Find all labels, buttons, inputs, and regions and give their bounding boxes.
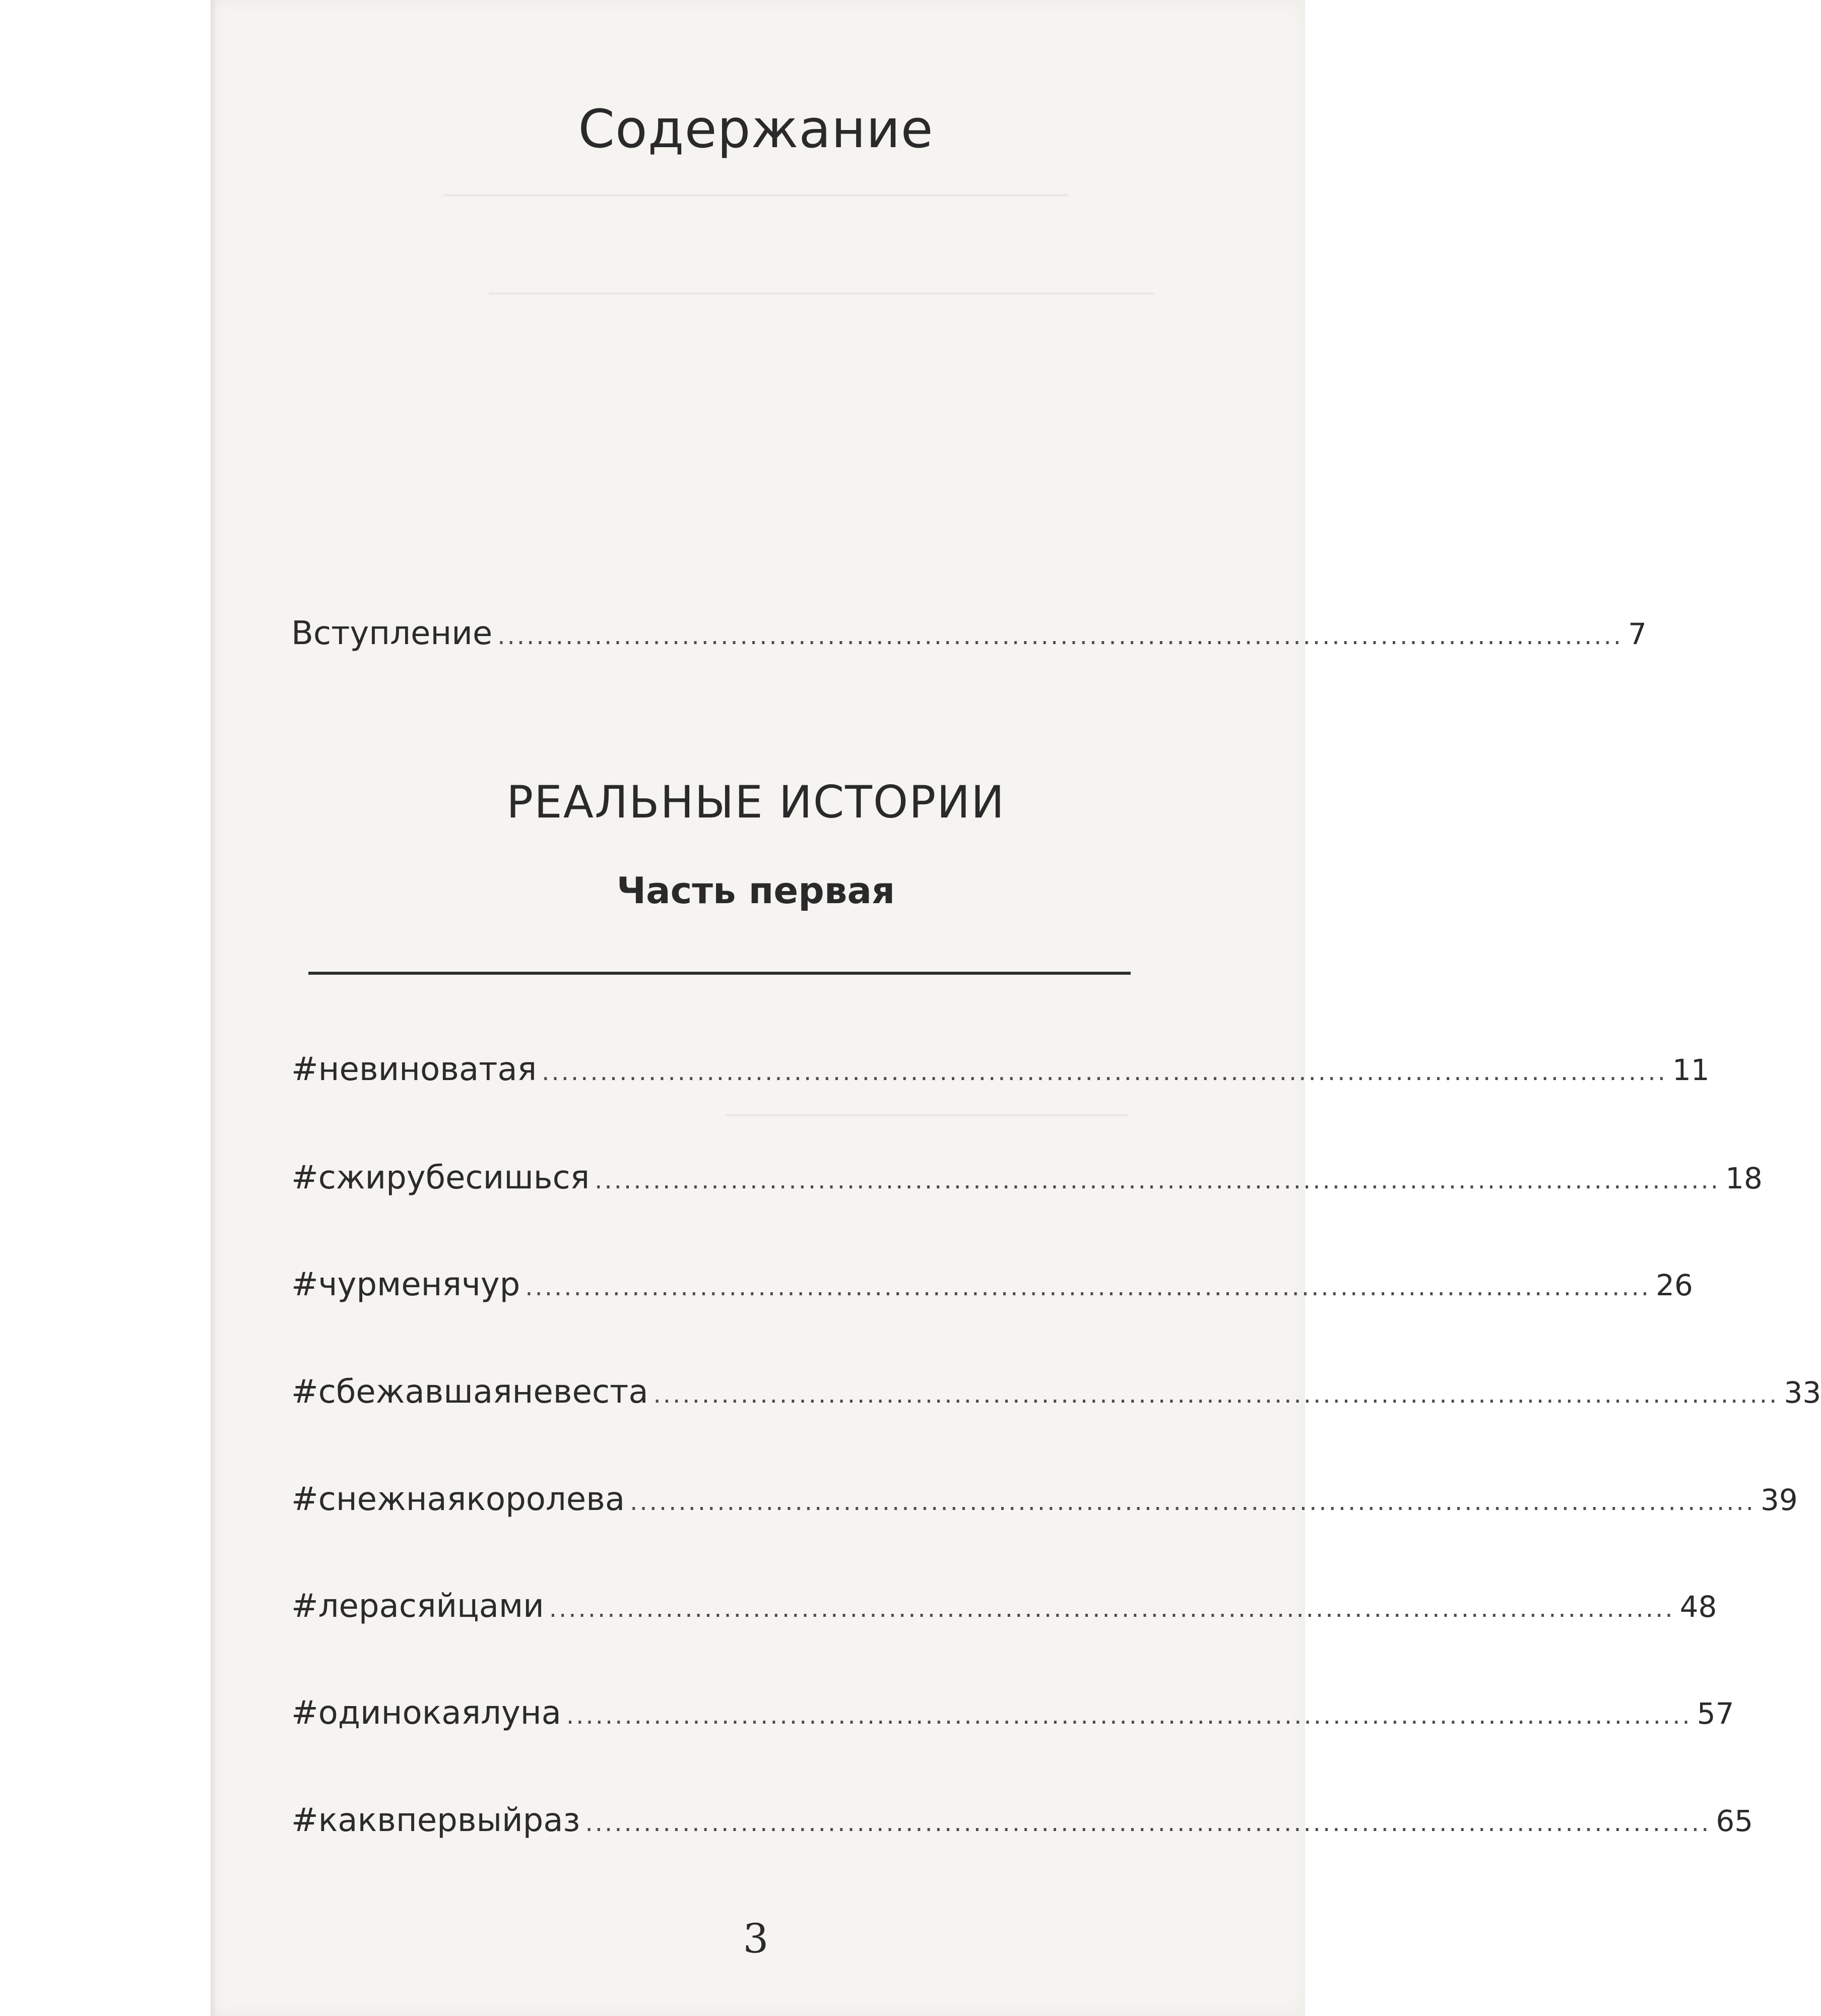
page-gutter-shadow xyxy=(211,0,218,2016)
dot-leader: .................................................................................................................... xyxy=(595,1166,1721,1194)
toc-entry-label: #каквпервыйраз xyxy=(291,1802,580,1839)
toc-entry-intro[interactable] xyxy=(291,615,1647,660)
dot-leader: .................................................................................................................... xyxy=(585,1809,1711,1837)
toc-entry[interactable] xyxy=(291,1051,1710,1096)
dot-leader: .................................................................................................................... xyxy=(542,1058,1667,1086)
toc-entry-label: #сбежавшаяневеста xyxy=(291,1373,648,1411)
dot-leader: .................................................................................................................... xyxy=(525,1273,1651,1301)
page-title: Содержание xyxy=(578,98,934,160)
toc-entry[interactable] xyxy=(291,1373,1821,1419)
toc-entry-label: #одинокаялуна xyxy=(291,1694,561,1732)
toc-entry-page: 26 xyxy=(1656,1268,1693,1302)
toc-entry[interactable] xyxy=(291,1694,1734,1740)
dot-leader: .................................................................................................................... xyxy=(566,1702,1692,1730)
toc-entry-page: 57 xyxy=(1697,1696,1734,1731)
dot-leader: .................................................................................................................... xyxy=(497,622,1623,650)
dot-leader: .................................................................................................................... xyxy=(549,1595,1675,1623)
dot-leader: .................................................................................................................... xyxy=(630,1488,1755,1516)
toc-entry-label: #невиноватая xyxy=(291,1051,537,1088)
toc-entry[interactable] xyxy=(291,1588,1717,1633)
toc-entry-label: #чурменячур xyxy=(291,1266,521,1303)
toc-entry-page: 18 xyxy=(1725,1161,1763,1195)
toc-entry-page: 65 xyxy=(1716,1804,1753,1838)
toc-entry[interactable] xyxy=(291,1481,1798,1526)
toc-entry-label: #лерасяйцами xyxy=(291,1588,544,1625)
toc-entry-page: 39 xyxy=(1760,1483,1798,1517)
section-divider xyxy=(308,972,1131,975)
toc-entry-page: 7 xyxy=(1628,617,1647,651)
page-number: 3 xyxy=(743,1915,769,1962)
toc-entry-page: 33 xyxy=(1784,1375,1821,1410)
toc-entry-page: 11 xyxy=(1672,1053,1710,1087)
toc-entry-page: 48 xyxy=(1679,1590,1717,1624)
toc-entry[interactable] xyxy=(291,1159,1763,1205)
toc-entry-label: Вступление xyxy=(291,615,493,652)
dot-leader: .................................................................................................................... xyxy=(653,1380,1779,1409)
toc-entry[interactable] xyxy=(291,1802,1753,1847)
toc-entry[interactable] xyxy=(291,1266,1693,1311)
toc-entry-label: #снежнаякоролева xyxy=(291,1481,625,1518)
section-title: РЕАЛЬНЫЕ ИСТОРИИ xyxy=(506,776,1005,828)
toc-entry-label: #сжирубесишься xyxy=(291,1159,590,1196)
part-title: Часть первая xyxy=(616,869,895,912)
